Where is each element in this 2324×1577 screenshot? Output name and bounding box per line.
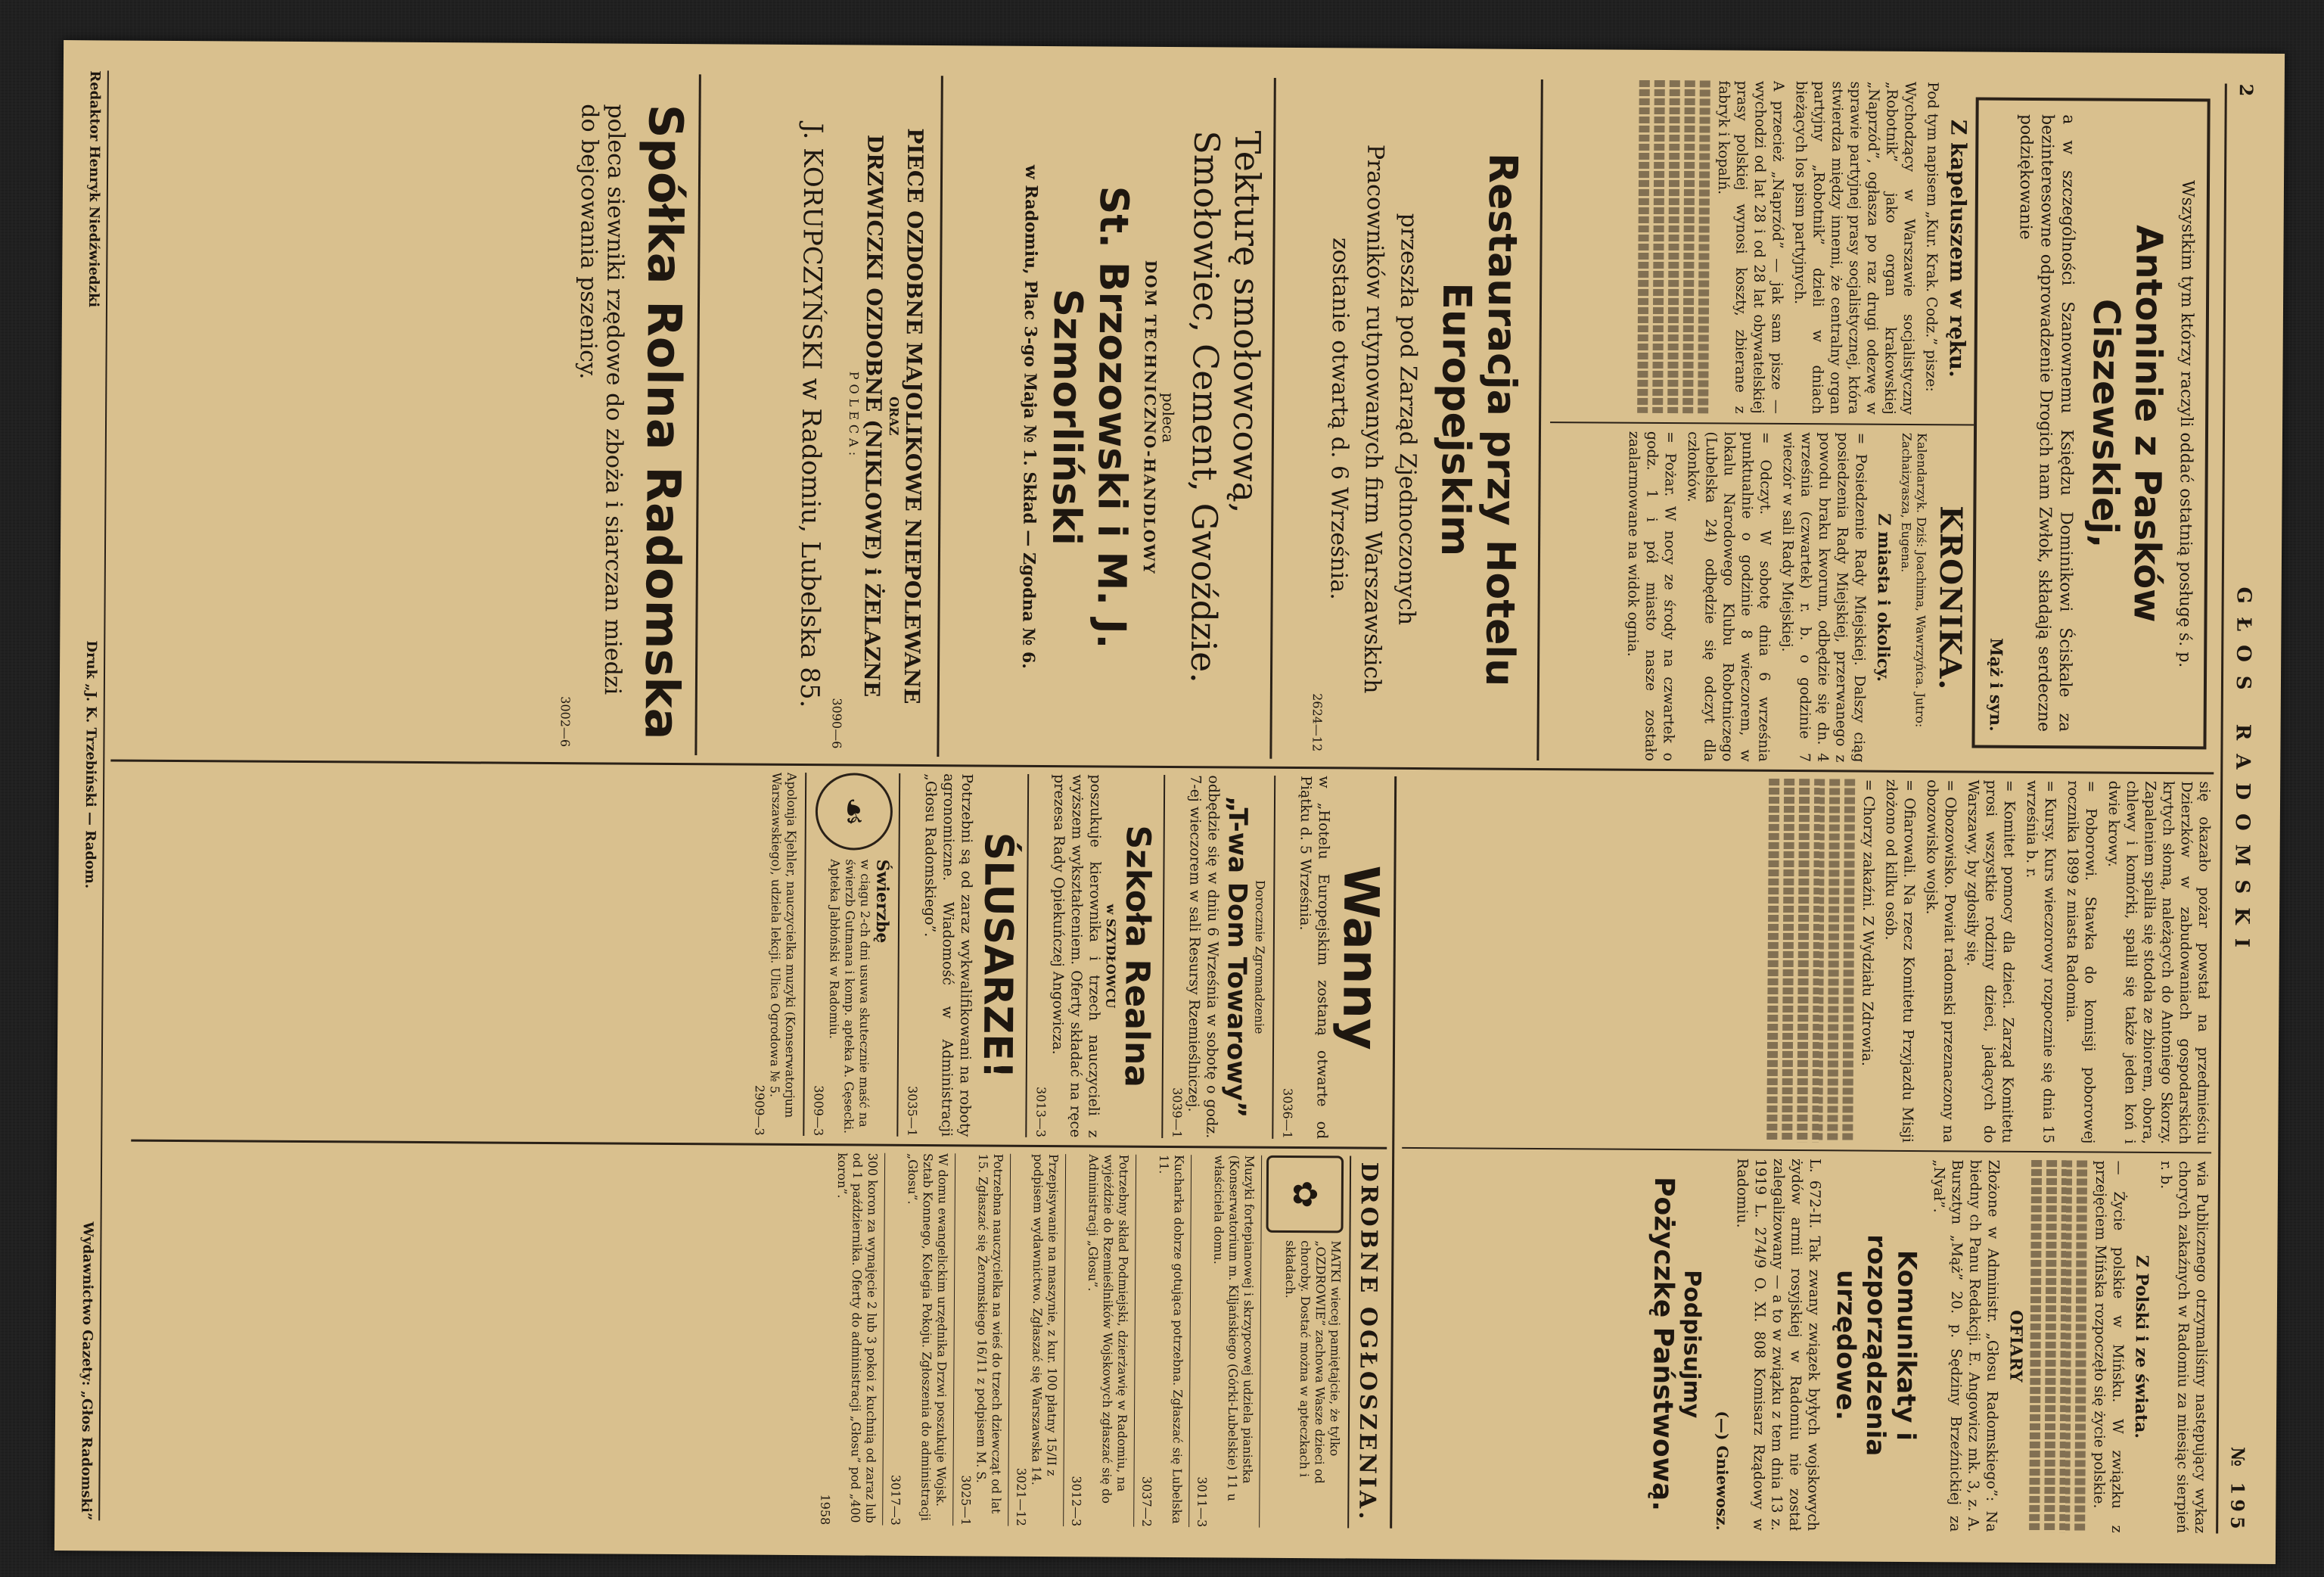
loan-ad — [1646, 1158, 1706, 1530]
tar-line2: Smołowiec, Cement, Gwoździe. — [1182, 130, 1228, 684]
left-block — [110, 70, 2217, 764]
medallion-icon: ☙ — [816, 773, 893, 851]
far-p2: Z Polski i ze świata. — [2130, 1255, 2152, 1439]
ofiary-title: OFIARY — [2006, 1310, 2026, 1383]
spolka-line2: do bejcowania pszenicy. — [574, 104, 603, 380]
hat-p2: Wychodzący w Warszawie socjalistyczny „Robotnik” jako organ krakowskiej „Naprzód”, ogłasza po raz drugi odezwę w sprawie partyjnej prasy socjalistycznej, która stwierdza między innemi, że centralny organ partyjny „Robotnik” dzieli w dniach bieżących los pism partyjnych. — [1791, 81, 1919, 415]
right-p4: = Komitet pomocy dla dzieci. Zarząd Komitetu prosi wszystkie rodziny dzieci, jadących do Warszawy, by zgłosiły się. — [1963, 779, 2018, 1143]
restaurant-code: 2624—12 — [1310, 693, 1325, 752]
wanny-title: Wanny — [1331, 865, 1389, 1050]
kronika-article — [1548, 431, 1974, 763]
paper-name: GŁOS RADOMSKI — [2229, 586, 2255, 962]
footer-print: Druk „J. K. Trzebiński — Radom. — [82, 640, 100, 889]
spolka-line1: poleca siewniki rzędowe do zboża i siarczan miedzi — [598, 104, 629, 695]
ad-nauczycielka-code: 3025—1 — [958, 1475, 974, 1526]
kronika-title: KRONIKA. — [1931, 505, 1969, 691]
obituary-name: Antoninie z Pasków Ciszewskiej, — [2083, 225, 2170, 623]
loan-title: Podpisujmy — [1678, 1270, 1706, 1419]
restaurant-line3: zostanie otwartą d. 6 Września. — [1325, 237, 1354, 600]
news-column-4 — [1400, 1156, 2211, 1534]
dom-towarowy-ad — [1169, 775, 1268, 1139]
classified-ads — [129, 1149, 1387, 1529]
ad-nauczycielka: Potrzebna nauczycielka na wieś do trzech dziewcząt od lat 15. Zgłaszać się Żeromskiego 16/11 z podpisem M. S. — [974, 1153, 1006, 1514]
right-p7: = Chorzy zakaźni. Z Wydziału Zdrowia. — [1858, 779, 1878, 1067]
right-p6: = Ofiarowali. Na rzecz Komitetu Przyjazdu Misji złożono od kilku osób. — [1881, 779, 1919, 1143]
kronika-p1: = Posiedzenie Rady Miejskiej. Dalszy ciąg posiedzenia Rady Miejskiej, przerwanego z powodu braku kworum, odbędzie się dn. 4 września (czwartek) r. b. o godzinie 7 wieczór w sali Rady Miejskiej. — [1779, 431, 1870, 763]
baby-illustration-icon: ✿ — [1266, 1156, 1344, 1233]
tar-firm: St. Brzozowski i M. J. Szmorliński — [1043, 185, 1136, 649]
restaurant-line1: przeszła pod Zarząd Zjednoczonych — [1393, 213, 1422, 626]
matki-text: MATKI wiecej pamiętajcie, że tylko „OZDROWIE” zachowa Wasze dzieci od choroby. Dostać można w apteczkach i składach. — [1282, 1240, 1344, 1484]
slusarze-title: ŚLUSARZE! — [974, 832, 1021, 1079]
kronika-p3: = Pożar. W nocy ze środy na czwartek o godz. 1 i pół miasto nasze zostało zaalarmowane na widok ognia. — [1624, 431, 1679, 762]
stoves-poleca: POLECA: — [846, 371, 862, 461]
tar-address: w Radomiu, Plac 3-go Maja № 1. Skład — Zgodna № 6. — [1018, 164, 1042, 670]
dom-towarowy-title: „T-wa Dom Towarowy” — [1220, 795, 1254, 1118]
ad-muzyki: Muzyki fortepianowej i skrzypcowej udziela pianistka (Konserwatorium m. Kiljańskiego (Górki-Lubelskie) 11 u właściciela domu. — [1211, 1155, 1257, 1501]
ad-dom: W domu ewangelickim urzędnika Drzwi poszukuje Wojsk. Sztab Konnego, Kolegia Pokoju. Zgłoszenia do administracji „Głosu”. — [905, 1152, 951, 1521]
dom-towarowy-sign: Dorocznie Zgromadzenie — [1252, 879, 1268, 1034]
ad-dom-code: 3017—3 — [888, 1474, 903, 1526]
obituary-body: a w szczególności Szanownemu Księdzu Dominikowi Ściskale za bezinteresowne odprowadzenie Drogich nam Zwłok, składają serdeczne podziękowanie — [2015, 114, 2078, 733]
loan-title2: Pożyczkę Państwową. — [1646, 1176, 1679, 1512]
page-number: 2 — [2235, 83, 2258, 101]
slusarze-text: Potrzebni są od zaraz wykwalifikowani na roboty agronomiczne. Wiadomość w Administracji „Głosu Radomskiego”. — [921, 773, 976, 1137]
slusarze-ad — [904, 773, 1021, 1137]
tar-ad — [946, 83, 1268, 751]
apolonja-code: 2909—3 — [752, 1084, 767, 1136]
ad-300-koron-code: 1958 — [818, 1494, 833, 1526]
kronika-calendar: Kalendarzyk. Dziś: Joachima, Wawrzyńca. Jutro: Zachaizyasza, Eugena. — [1898, 432, 1929, 728]
classified-title: DROBNE OGŁOSZENIA. — [1353, 1162, 1383, 1523]
school-code: 3013—3 — [1033, 1087, 1049, 1138]
stoves-ad — [704, 82, 935, 749]
swiadek-text: w ciągu 2-ch dni usuwa skutecznie maść na świerzb Gutmana i komp. apteka A. Gęsecki. Apteka Jabłoński w Radomiu. — [827, 859, 873, 1134]
dom-towarowy-code: 3039—1 — [1170, 1087, 1185, 1139]
newspaper-page — [54, 40, 2285, 1564]
stoves-code: 3090—6 — [829, 698, 844, 749]
komunikaty-sign: (—) Gniewosz. — [1713, 1411, 1732, 1531]
dom-towarowy-text: odbędzie się w dniu 6 Września w sobotę o godz. 7-ej wieczorem w sali Resursy Rzemieślniczej. — [1185, 775, 1223, 1139]
right-p3: = Kursy. Kurs wieczorowy rozpocznie się dnia 15 września b. r. — [2023, 779, 2059, 1144]
wanny-ad — [1279, 776, 1389, 1140]
ad-kucharka-code: 3037—2 — [1139, 1476, 1154, 1527]
school-ad — [1033, 774, 1157, 1138]
far-p1: wia Publicznego otrzymaliśmy następujący wykaz chorych zakaźnych w Radomiu za miesiąc sierpień r. b. — [2157, 1160, 2211, 1534]
wanny-code: 3036—1 — [1280, 1087, 1295, 1140]
spolka-ad — [462, 80, 693, 748]
ad-muzyki-code: 3011—3 — [1195, 1476, 1210, 1528]
right-p5: = Obozowisko. Powiat radomski przeznaczony na obozowisko wojsk. — [1923, 779, 1959, 1143]
ofiary-text: Złożone w Administr. „Głosu Radomskiego”: Na biedny ch Panu Redakcji. E. Angowicz mk. 3, z. A. Bursztyn „Mąż” 20. p. Sędziny Brzeźnickiej za „Nyał”. — [1930, 1159, 2002, 1532]
news-column-3 — [1402, 776, 2214, 1145]
swiadek-ad — [810, 773, 893, 1137]
stoves-line2: DRZWICZKI OZDOBNE (NIKLOWE) i ŻELAZNE — [859, 134, 888, 698]
wanny-text: w „Hotelu Europejskim zostaną otwarte od Piątku d. 5 Września. — [1296, 776, 1333, 1140]
kronika-subtitle: Z miasta i okolicy. — [1872, 513, 1894, 683]
hat-p1: Pod tym napisem „Kur. Krak. Codz.” pisze: — [1922, 82, 1941, 392]
swiadek-code: 3009—3 — [811, 1085, 826, 1137]
tar-house: DOM TECHNICZNO-HANDLOWY — [1139, 260, 1160, 575]
spolka-title: Spółka Rolna Radomska — [634, 104, 694, 740]
spolka-code: 3002—6 — [558, 696, 573, 748]
right-block — [106, 768, 2214, 1533]
obituary-intro: Wszystkim tym którzy raczyli oddać ostatnią posługę ś. p. — [2175, 180, 2198, 668]
far-p3: — Życie polskie w Mińsku. W związku z przejęciem Mińska rozpoczęło się życie polskie. — [2090, 1160, 2128, 1533]
apolonja-text: Apolonja Kjehler, nauczycielka muzyki (Konserwatorjum Warszawskiego), udziela lekcji. Ulica Ogrodowa № 5. — [767, 772, 800, 1118]
school-title: Szkoła Realna — [1117, 825, 1157, 1088]
ad-przepisywanie-code: 3021—12 — [1014, 1467, 1029, 1526]
masthead — [2221, 84, 2263, 1534]
right-p2: = Poborowi. Stawka do komisji poborowej rocznika 1899 z miasta Radomia. — [2063, 780, 2100, 1144]
stoves-oraz: ORAZ — [886, 397, 902, 436]
restaurant-line2: Pracowników rutynowanych firm Warszawskich — [1358, 144, 1389, 694]
restaurant-ad — [1279, 86, 1533, 753]
tar-poleca: poleca — [1158, 392, 1178, 443]
obituary-ad — [1971, 97, 2210, 749]
ad-300-koron: 300 koron za wynajęcie 2 lub 3 pokoi z kuchnią od zaraz lub od 1 października. Oferty do administracji „Głosu” pod „400 koron”. — [834, 1152, 881, 1523]
ad-sklad-code: 3012—3 — [1069, 1476, 1084, 1527]
restaurant-title: Restauracja przy Hotelu Europejskim — [1431, 152, 1526, 687]
hat-article — [1550, 79, 1976, 415]
stoves-line1: PIECE OZDOBNE MAJOLIKOWE NIEPOLEWANE — [899, 128, 928, 705]
kronika-p2: = Odczyt. W sobotę dnia 6 września punktualnie o godzinie 8 wieczorem, w lokalu Narodowego Klubu Robotniczego (Lubelska 24) odbędzie się odczyt dla członków. — [1684, 431, 1775, 762]
ads-column-left — [131, 769, 1389, 1140]
ad-sklad: Potrzebny skład Podmiejski, dzierżawię w Radomiu, na wyjeździe do Rzemieślników Wojskowych zgłaszać się do Administracji „Głosu”. — [1086, 1154, 1132, 1504]
komunikaty-title: Komunikaty i rozporządzenia urzędowe. — [1830, 1234, 1922, 1457]
ad-kucharka: Kucharka dobrze gotująca potrzebna. Zgłaszać się Lubelska 11. — [1156, 1154, 1187, 1524]
footer-publisher: Wydawnictwo Gazety: „Głos Radomski” — [78, 1221, 96, 1521]
matki-ad — [1264, 1156, 1344, 1529]
slusarze-code: 3035—1 — [905, 1085, 920, 1137]
swiadek-title: Świerzbę — [872, 859, 893, 944]
issue-number: № 195 — [2226, 1447, 2250, 1534]
newspaper-content — [54, 40, 2285, 1564]
stoves-firm: J. KORUPCZYŃSKI w Radomiu, Lubelska 85. — [794, 123, 828, 708]
obituary-signature: Mąż i syn. — [1985, 637, 2006, 732]
right-p1: się okazało pożar powstał na przedmieściu Dzierzków w zabudowaniach gospodarskich krytych słomą, należących do Antoniego Skorzy. Zapaleniem spaliła się stodoła ze zbiorem, obora, chlewy i komórki, spalił się także jeden koń i dwie krowy. — [2105, 780, 2214, 1145]
komunikaty-text: L. 672-II. Tak zwany związek byłych wojskowych żydów armii rosyjskiej w Radomiu nie został zalegalizowany — a to w związku z tem dnia 13 z. 1919 L. 274/9 O. XI. 808 Komisarz Rządowy w Radomiu. — [1733, 1158, 1824, 1532]
school-where: w SZYDŁOWCU — [1103, 904, 1119, 1009]
school-text: poszukuje kierownika i trzech nauczycieli z wyższem wykształceniem. Oferty składać na ręce prezesa Rady Opiekuńczej Angowicza. — [1049, 774, 1105, 1138]
footer-editor: Redaktor Henryk Niedźwiedzki — [85, 70, 103, 308]
hat-title: Z kapeluszem w ręku. — [1944, 119, 1971, 378]
ad-przepisywanie: Przepisywanie na maszynie, z kur. 100 płatny 15/II z podpisem wydawnictwo. Zgłaszać się Warszawska 14. — [1029, 1153, 1061, 1485]
hat-p3: A przecież „Naprzód” — jak sam pisze — wychodzi od lat 28 i od 28 lat obywatelskiej prasy polskiej wynosi koszty, zbierane z fabryk i kopalń. — [1714, 80, 1787, 414]
tar-line1: Tekturę smołowcową, — [1225, 130, 1269, 514]
